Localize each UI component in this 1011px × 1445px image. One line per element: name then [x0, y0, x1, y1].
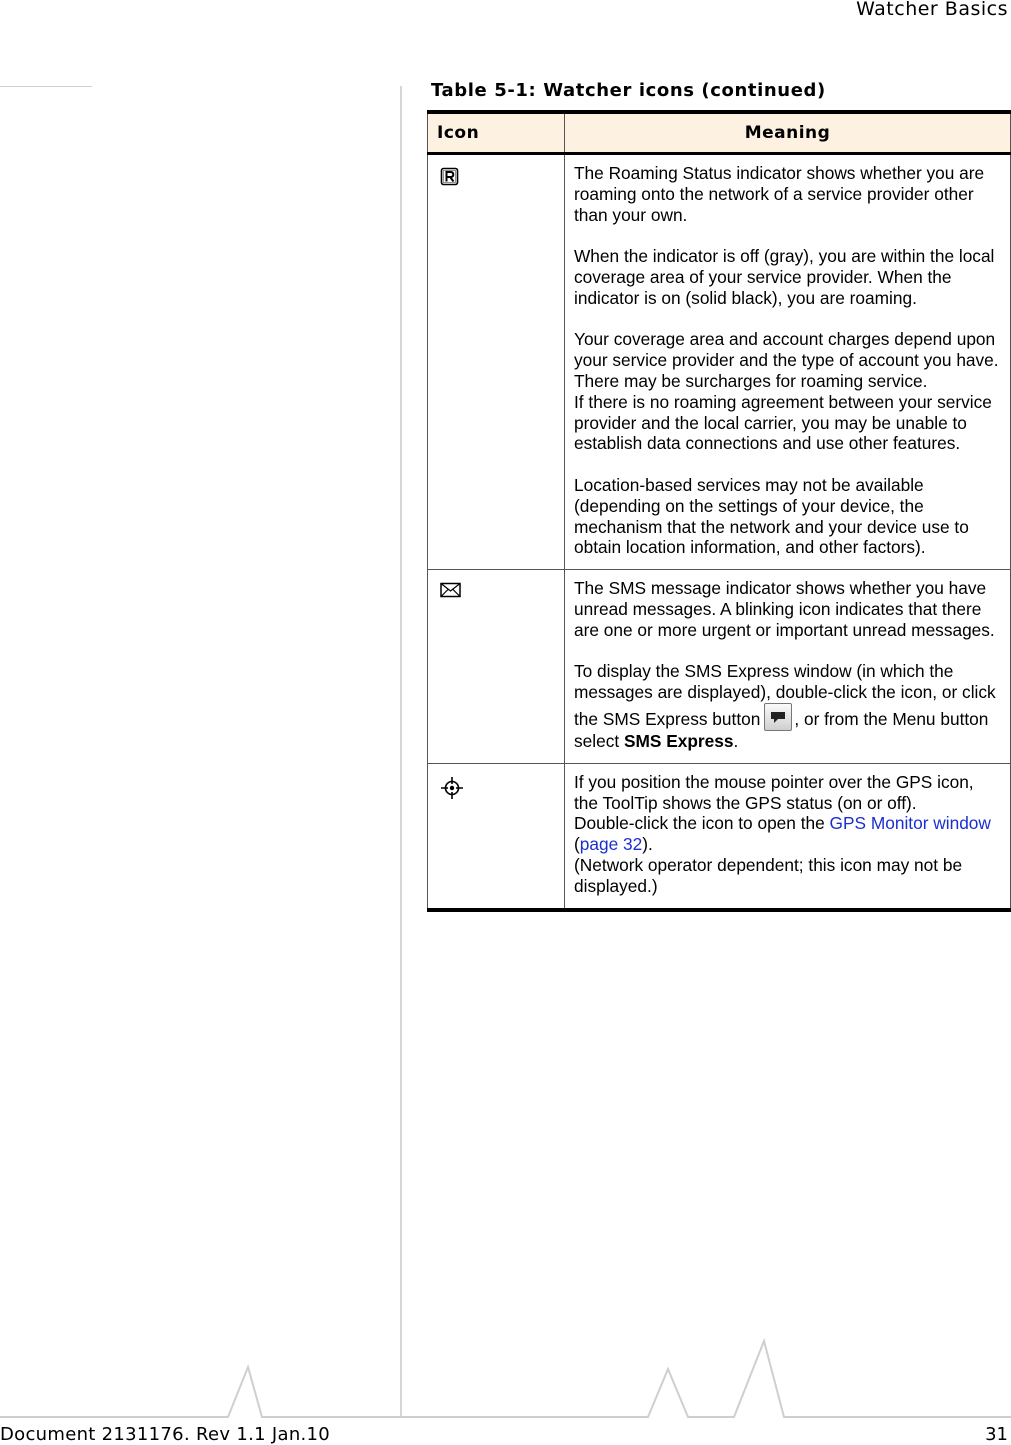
sms-express-button-icon: [764, 703, 792, 731]
column-header-meaning: Meaning: [565, 112, 1011, 154]
watcher-icons-table: [427, 110, 1011, 912]
menu-item-name: SMS Express: [623, 730, 734, 751]
roaming-icon: [440, 167, 460, 187]
paragraph: [574, 661, 1002, 751]
table-row: [428, 763, 1011, 909]
page-reference-open: (: [574, 834, 580, 855]
paragraph: When the indicator is off (gray), you are within the local coverage area of your service provider. When the indicator is on (solid black), you are roaming.: [574, 246, 995, 308]
envelope-icon: [440, 582, 462, 598]
icon-cell: [428, 763, 565, 909]
sms-instruction-text: To display the SMS Express window (in which the messages are displayed), double-click the icon, or click the SMS Express button: [574, 661, 996, 729]
paragraph: (Network operator dependent; this icon may not be displayed.): [574, 854, 963, 896]
page-32-link[interactable]: page 32: [579, 834, 643, 855]
gps-crosshair-icon: [440, 776, 464, 800]
meaning-cell: [565, 763, 1011, 909]
sms-instruction-text: , or from the Menu button select: [574, 708, 989, 751]
paragraph: Location-based services may not be available (depending on the settings of your device, the mechanism that the network and your device use to obtain location information, and other factors).: [574, 474, 969, 558]
page-number: 31: [985, 1424, 1008, 1445]
section-title: Watcher Basics: [856, 0, 1008, 20]
table-row: [428, 154, 1011, 570]
table-header-row: [428, 112, 1011, 154]
paragraph: [574, 834, 1002, 855]
meaning-cell: [565, 570, 1011, 764]
paragraph: There may be surcharges for roaming service.: [574, 370, 928, 391]
margin-rule: [400, 86, 402, 1418]
icon-cell: [428, 570, 565, 764]
sms-instruction-text: .: [733, 730, 739, 751]
paragraph: Your coverage area and account charges depend upon your service provider and the type of account you have.: [574, 329, 999, 371]
paragraph: If you position the mouse pointer over the GPS icon, the ToolTip shows the GPS status (on or off).: [574, 771, 974, 813]
paragraph: The SMS message indicator shows whether you have unread messages. A blinking icon indicates that there are one or more urgent or important unread messages.: [574, 578, 995, 640]
table-row: [428, 570, 1011, 764]
gps-monitor-window-link[interactable]: GPS Monitor window: [829, 813, 991, 834]
paragraph: If there is no roaming agreement between your service provider and the local carrier, you may be unable to establish data connections and use other features.: [574, 391, 992, 454]
meaning-cell: [565, 154, 1011, 570]
table-caption: Table 5-1: Watcher icons (continued): [431, 80, 826, 101]
paragraph: The Roaming Status indicator shows whether you are roaming onto the network of a service provider other than your own.: [574, 163, 985, 225]
page-reference-close: ).: [642, 834, 653, 855]
column-header-icon: Icon: [428, 112, 565, 154]
paragraph: [574, 813, 1002, 834]
top-rule: [0, 86, 92, 87]
icon-cell: [428, 154, 565, 570]
document-id: Document 2131176. Rev 1.1 Jan.10: [0, 1424, 331, 1445]
gps-instruction-text: Double-click the icon to open the: [574, 813, 830, 834]
